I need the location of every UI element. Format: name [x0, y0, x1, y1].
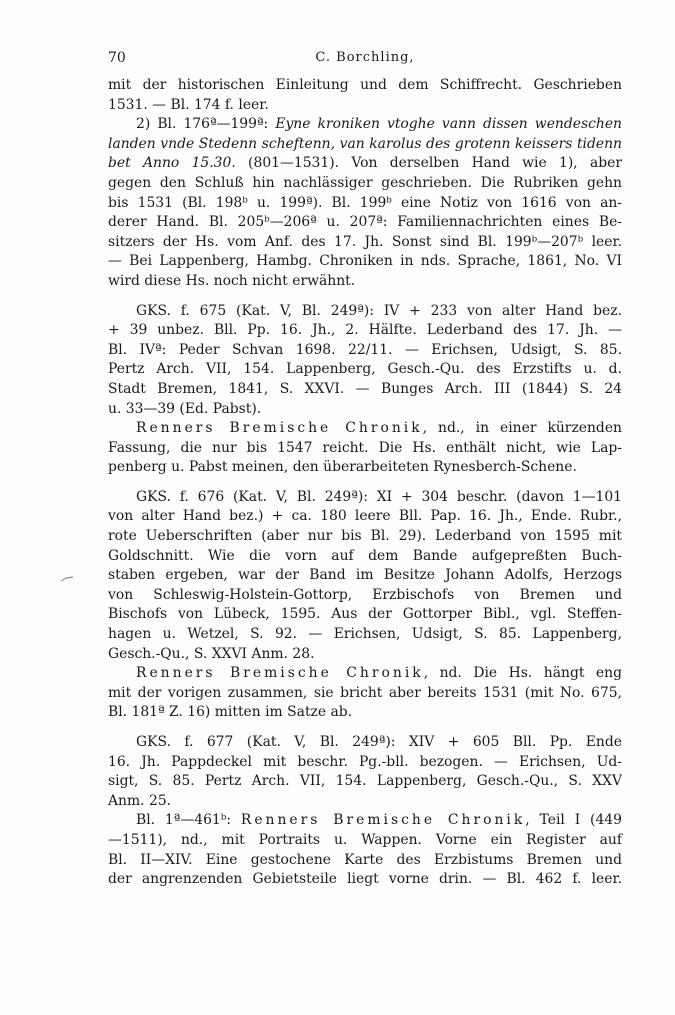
text-line: mit der vorigen zusammen, sie bricht aber bereits 1531 (mit No. 675,: [108, 684, 622, 701]
text-line: sigt, S. 85. Pertz Arch. VII, 154. Lappenberg, Gesch.-Qu., S. XXV: [108, 773, 622, 790]
running-head: C. Borchling,: [315, 50, 415, 65]
spaced-title: Renners Bremische Chronik: [136, 420, 423, 437]
text-line: Fassung, die nur bis 1547 reicht. Die Hs. enthält nicht, wie Lap-: [108, 439, 622, 456]
text-line: landen vnde Stedenn scheftenn, van karolus des grotenn keissers tidenn: [108, 135, 622, 152]
spaced-title: Renners Bremische Chronik: [240, 812, 526, 829]
text-line: staben ergeben, war der Band im Besitze Johann Adolfs, Herzogs: [108, 567, 622, 584]
text-line: GKS. f. 675 (Kat. V, Bl. 249ª): IV + 233 von alter Hand bez.: [136, 302, 622, 319]
text-line: Bl. IVª: Peder Schvan 1698. 22/11. — Erichsen, Udsigt, S. 85.: [108, 341, 622, 358]
italic-title: Eyne kroniken vtoghe vann dissen wendeschen: [275, 116, 622, 133]
text-line: Renners Bremische Chronik, nd. Die Hs. hängt eng: [136, 665, 622, 682]
text-line: GKS. f. 676 (Kat. V, Bl. 249ª): XI + 304 beschr. (davon 1—101: [136, 488, 622, 505]
text-line: — Bei Lappenberg, Hambg. Chroniken in nds. Sprache, 1861, No. VI: [108, 253, 622, 270]
text-line: rote Ueberschriften (aber nur bis Bl. 29). Lederband von 1595 mit: [108, 528, 622, 545]
text-line: Goldschnitt. Wie die vorn auf dem Bande aufgepreßten Buch-: [108, 547, 622, 564]
spaced-title: Renners Bremische Chronik: [136, 665, 424, 682]
page-number: 70: [108, 50, 126, 66]
text-line: mit der historischen Einleitung und dem Schiffrecht. Geschrieben: [108, 77, 622, 93]
text-line: —1511), nd., mit Portraits u. Wappen. Vorne ein Register auf: [108, 831, 622, 848]
text-line: Renners Bremische Chronik, nd., in einer kürzenden: [136, 420, 622, 437]
text-line: penberg u. Pabst meinen, den überarbeiteten Rynesberch-Schene.: [108, 459, 577, 476]
text-line: sitzers der Hs. vom Anf. des 17. Jh. Sonst sind Bl. 199ᵇ—207ᵇ leer.: [108, 233, 622, 250]
page-header: [108, 50, 622, 76]
text-line: 1531. — Bl. 174 f. leer.: [108, 96, 269, 113]
text-line: Bl. 1ª—461ᵇ: Renners Bremische Chronik, Teil I (449: [136, 812, 622, 829]
text-line: 2) Bl. 176ª—199ª: Eyne kroniken vtoghe vann dissen wendeschen: [136, 116, 622, 133]
margin-pencil-mark: [60, 576, 74, 582]
text-line: Gesch.-Qu., S. XXVI Anm. 28.: [108, 645, 315, 662]
text-line: bis 1531 (Bl. 198ᵇ u. 199ª). Bl. 199ᵇ eine Notiz von 1616 von an-: [108, 194, 622, 211]
text-line: Stadt Bremen, 1841, S. XXVI. — Bunges Arch. III (1844) S. 24: [108, 380, 622, 397]
text-line: u. 33—39 (Ed. Pabst).: [108, 400, 262, 417]
text-line: bet Anno 15.30. (801—1531). Von derselben Hand wie 1), aber: [108, 155, 623, 172]
text-line: von alter Hand bez.) + ca. 180 leere Bll. Pap. 16. Jh., Ende. Rubr.,: [108, 508, 622, 525]
page: [108, 50, 622, 890]
text-line: Anm. 25.: [108, 792, 172, 809]
text-line: Pertz Arch. VII, 154. Lappenberg, Gesch.-Qu. des Erzstifts u. d.: [108, 361, 622, 378]
text-line: 16. Jh. Pappdeckel mit beschr. Pg.-bll. bezogen. — Erichsen, Ud-: [108, 753, 622, 770]
text-line: + 39 unbez. Bll. Pp. 16. Jh., 2. Hälfte. Lederband des 17. Jh. —: [108, 322, 622, 339]
text-line: hagen u. Wetzel, S. 92. — Erichsen, Udsigt, S. 85. Lappenberg,: [108, 626, 622, 643]
text-line: GKS. f. 677 (Kat. V, Bl. 249ª): XIV + 605 Bll. Pp. Ende: [136, 734, 622, 750]
text-line: Bl. 181ª Z. 16) mitten im Satze ab.: [108, 704, 353, 721]
text-line: Bischofs von Lübeck, 1595. Aus der Gottorper Bibl., vgl. Steffen-: [108, 606, 622, 623]
body-text: [108, 76, 622, 890]
text-line: von Schleswig-Holstein-Gottorp, Erzbischofs von Bremen und: [108, 586, 622, 603]
text-line: Bl. II—XIV. Eine gestochene Karte des Erzbistums Bremen und: [108, 851, 622, 868]
text-line: gegen den Schluß hin nachlässiger geschrieben. Die Rubriken gehn: [108, 174, 622, 191]
text-line: derer Hand. Bl. 205ᵇ—206ª u. 207ª: Familiennachrichten eines Be-: [108, 214, 622, 231]
text-line: der angrenzenden Gebietsteile liegt vorne drin. — Bl. 462 f. leer.: [108, 871, 622, 888]
text-line: wird diese Hs. noch nicht erwähnt.: [108, 272, 356, 289]
